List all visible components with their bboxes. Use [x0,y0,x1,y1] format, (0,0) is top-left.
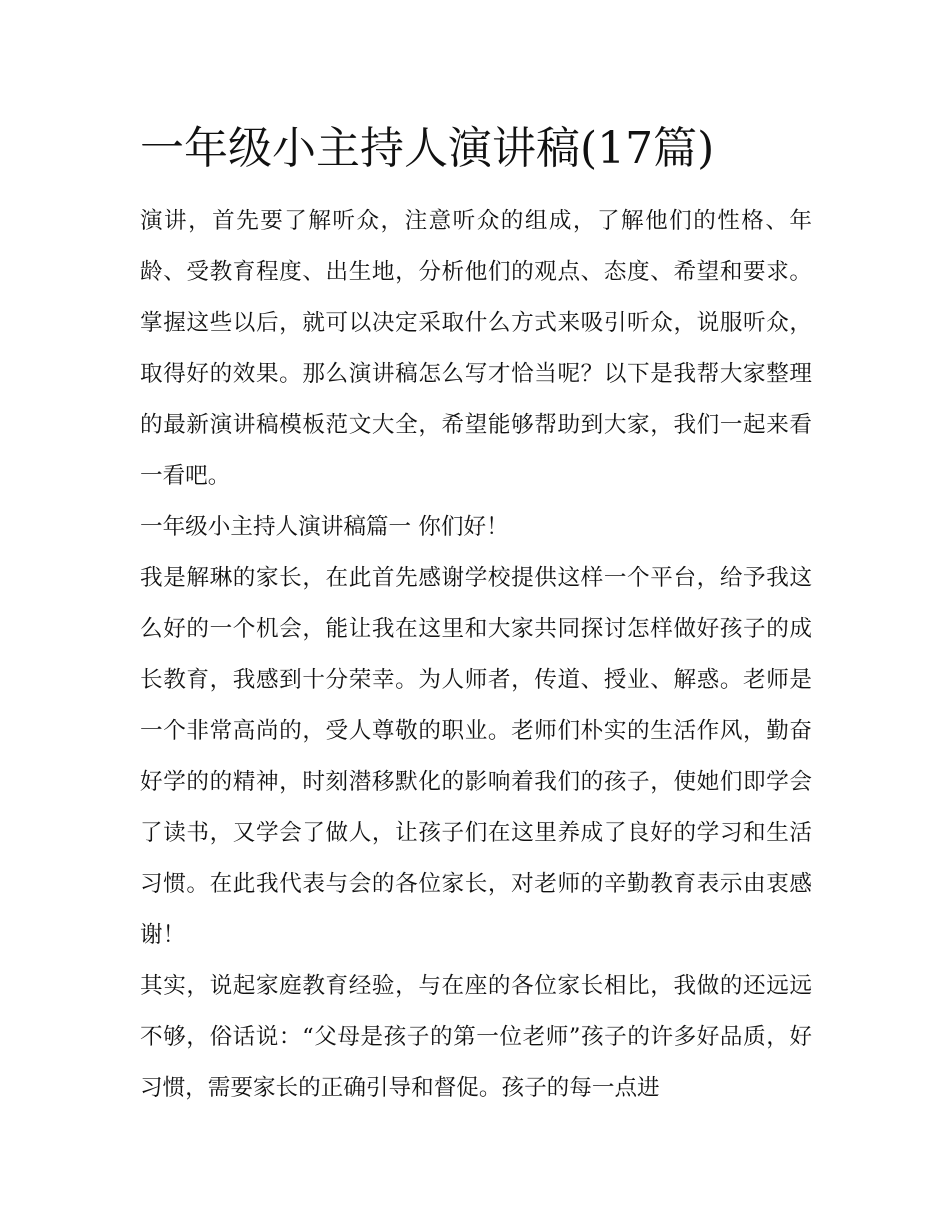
speech-paragraph-2: 其实，说起家庭教育经验，与在座的各位家长相比，我做的还远远不够，俗话说：“父母是孩子的第一位老师”孩子的许多好品质，好习惯，需要家长的正确引导和督促。孩子的每一点进 [140,973,812,1101]
speech-paragraph-1: 我是解琳的家长，在此首先感谢学校提供这样一个平台，给予我这么好的一个机会，能让我在这里和大家共同探讨怎样做好孩子的成长教育，我感到十分荣幸。为人师者，传道、授业、解惑。老师是一个非常高尚的，受人尊敬的职业。老师们朴实的生活作风，勤奋好学的的精神，时刻潜移默化的影响着我们的孩子，使她们即学会了读书，又学会了做人，让孩子们在这里养成了良好的学习和生活习惯。在此我代表与会的各位家长，对老师的辛勤教育表示由衷感谢！ [140,565,812,948]
section-heading-paragraph: 一年级小主持人演讲稿篇一 你们好！ [140,514,509,540]
intro-paragraph: 演讲，首先要了解听众，注意听众的组成，了解他们的性格、年龄、受教育程度、出生地，分析他们的观点、态度、希望和要求。掌握这些以后，就可以决定采取什么方式来吸引听众，说服听众，取得好的效果。那么演讲稿怎么写才恰当呢？以下是我帮大家整理的最新演讲稿模板范文大全，希望能够帮助到大家，我们一起来看一看吧。 [140,208,812,489]
document-body [140,196,812,1114]
document-title: 一年级小主持人演讲稿(17篇) [140,123,715,174]
